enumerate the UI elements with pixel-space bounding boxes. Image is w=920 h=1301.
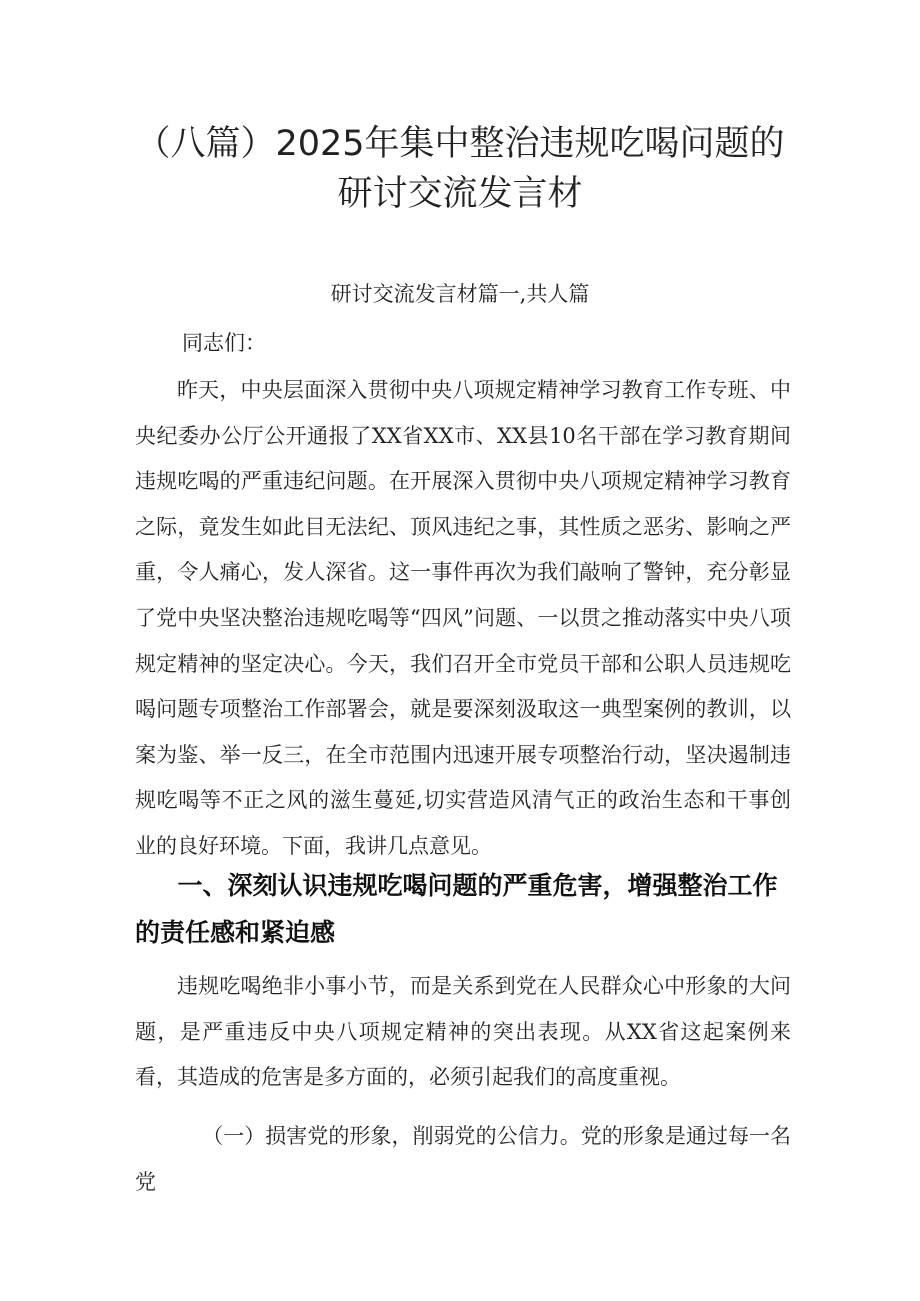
salutation: 同志们：	[182, 331, 266, 355]
document-title-line-2: 研讨交流发言材	[337, 174, 583, 214]
document-title-line-1: （八篇）2025年集中整治违规吃喝问题的	[135, 124, 785, 164]
section-heading-1: 一、深刻认识违规吃喝问题的严重危害，增强整治工作的责任感和紧迫感	[135, 871, 778, 947]
section-subtitle: 研讨交流发言材篇一,共人篇	[330, 282, 590, 306]
body-paragraph-1: 昨天，中央层面深入贯彻中央八项规定精神学习教育工作专班、中央纪委办公厅公开通报了XX省XX市、XX县10名干部在学习教育期间违规吃喝的严重违纪问题。在开展深入贯彻中央八项规定精神学习教育之际，竟发生如此目无法纪、顶风违纪之事，其性质之恶劣、影响之严重，令人痛心，发人深省。这一事件再次为我们敲响了警钟，充分彰显了党中央坚决整治违规吃喝等“四风”问题、一以贯之推动落实中央八项规定精神的坚定决心。今天，我们召开全市党员干部和公职人员违规吃喝问题专项整治工作部署会，就是要深刻汲取这一典型案例的教训，以案为鉴、举一反三，在全市范围内迅速开展专项整治行动，坚决遏制违规吃喝等不正之风的滋生蔓延,切实营造风清气正的政治生态和干事创业的良好环境。下面，我讲几点意见。	[135, 378, 791, 858]
body-paragraph-2: 违规吃喝绝非小事小节，而是关系到党在人民群众心中形象的大问题，是严重违反中央八项规定精神的突出表现。从XX省这起案例来看，其造成的危害是多方面的，必须引起我们的高度重视。	[135, 974, 791, 1090]
body-paragraph-3: （一）损害党的形象，削弱党的公信力。党的形象是通过每一名党	[135, 1124, 791, 1194]
